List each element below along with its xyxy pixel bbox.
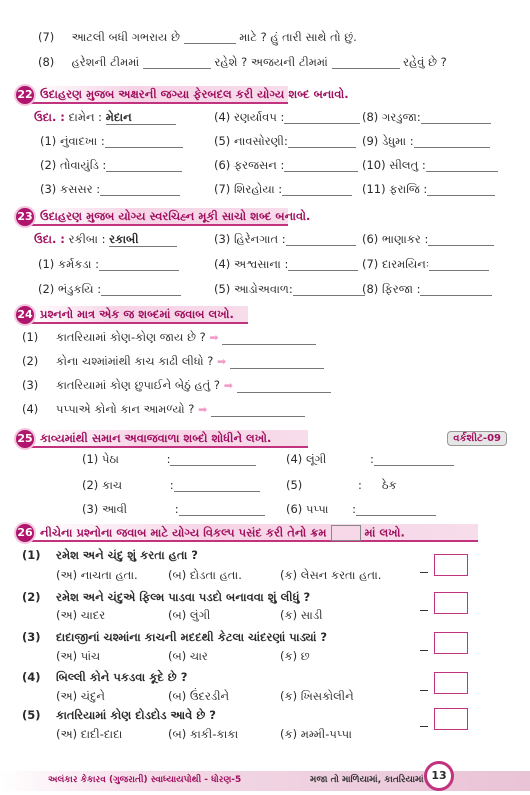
question-8 <box>38 55 447 69</box>
rhyme-item: (2) કાચ : <box>82 478 260 492</box>
answer-box-sample <box>331 525 361 541</box>
section-22-header <box>14 84 434 110</box>
answer-blank[interactable] <box>106 171 182 172</box>
answer-box[interactable] <box>434 554 468 576</box>
answer-box[interactable] <box>434 708 468 730</box>
arrow-icon: ➡ <box>217 355 227 368</box>
answer-blank[interactable] <box>426 171 498 172</box>
answer-blank[interactable] <box>143 68 211 69</box>
option-c[interactable]: (ક) છ <box>280 649 310 663</box>
section-25-header <box>14 428 519 454</box>
short-answer-item: (1) કાતરિયામાં કોણ-કોણ જાય છે ? ➡ <box>22 330 316 345</box>
answer-dash <box>420 690 428 691</box>
option-c[interactable]: (ક) સાડી <box>280 608 323 622</box>
answer-box[interactable] <box>434 632 468 654</box>
option-c[interactable]: (ક) લેસન કરતા હતા. <box>280 568 382 582</box>
section-title: કાવ્યમાંથી સમાન અવાજવાળા શબ્દો શોધીને લખો. <box>40 431 272 445</box>
option-a[interactable]: (અ) ચંદુને <box>56 689 105 703</box>
short-answer-item: (2) કોના ચશ્માંમાંથી કાચ કાઢી લીધો ? ➡ <box>22 354 324 369</box>
question-number: (7) <box>38 30 55 44</box>
rhyme-item: (5) : ઠેક <box>286 478 397 492</box>
word-item: (5) નાવસોરણી: <box>214 134 356 148</box>
answer-box[interactable] <box>434 672 468 694</box>
section-26-header <box>14 522 519 548</box>
section-number-badge: 23 <box>14 206 36 228</box>
option-a[interactable]: (અ) નાચતા હતા. <box>56 568 138 582</box>
option-a[interactable]: (અ) પાંચ <box>56 649 101 663</box>
word-item: (2) ભંડુકયિ : <box>38 282 181 296</box>
answer-blank[interactable] <box>284 123 360 124</box>
option-a[interactable]: (અ) ચાદર <box>56 608 106 622</box>
option-a[interactable]: (અ) દાદી-દાદા <box>56 727 123 741</box>
answer-blank[interactable] <box>105 147 183 148</box>
section-24-header <box>14 304 434 330</box>
example-answer: રકાબી <box>109 232 177 247</box>
answer-blank[interactable] <box>282 195 352 196</box>
mcq-options <box>56 608 322 622</box>
answer-blank[interactable] <box>284 171 358 172</box>
answer-dash <box>420 650 428 651</box>
short-answer-item: (3) કાતરિયામાં કોણ છુપાઈને બેઠું હતું ? ➡ <box>22 378 331 393</box>
word-item: (1) નુંવાદખા : <box>40 134 183 148</box>
answer-blank[interactable] <box>286 245 356 246</box>
rhyme-item: (3) આવી : <box>82 502 265 516</box>
answer-blank[interactable] <box>427 195 495 196</box>
section-title: પ્રશ્નનો માત્ર એક જ શબ્દમાં જવાબ લખો. <box>40 307 234 321</box>
mcq-options <box>56 649 310 663</box>
answer-dash <box>420 610 428 611</box>
answer-dash <box>420 572 428 573</box>
answer-blank[interactable] <box>374 465 454 466</box>
rhyme-item: (1) પેઠા : <box>82 452 256 466</box>
arrow-icon: ➡ <box>198 403 208 416</box>
mcq-question: (4) બિલ્લી કોને પકડવા કૂદે છે ? <box>22 670 188 684</box>
mcq-question: (1) રમેશ અને ચંદુ શું કરતા હતા ? <box>22 548 198 562</box>
example-row: ઉદા. : રકીબા : રકાબી <box>34 232 177 247</box>
question-text: રહેશે ? અજયની ટીમમાં <box>214 55 328 69</box>
word-item: (11) ફરાજિ : <box>362 182 495 196</box>
section-number-badge: 24 <box>14 304 36 326</box>
answer-blank[interactable] <box>420 295 492 296</box>
book-title: અલંકાર કેકારવ (ગુજરાતી) સ્વાધ્યાયપોથી - ધોરણ-5 <box>48 775 242 785</box>
answer-blank[interactable] <box>101 295 181 296</box>
section-title: નીચેના પ્રશ્નોના જવાબ માટે યોગ્ય વિકલ્પ પસંદ કરી તેનો ક્રમ માં લખો. <box>40 525 405 540</box>
answer-blank[interactable] <box>222 344 316 345</box>
question-7 <box>38 30 357 44</box>
answer-blank[interactable] <box>211 416 305 417</box>
rhyme-item: (4) લૂંગી : <box>286 452 454 466</box>
word-item: (6) ફરજસન : <box>214 158 358 172</box>
option-c[interactable]: (ક) ખિસકોલીને <box>280 689 354 703</box>
mcq-options <box>56 689 354 703</box>
example-label: ઉદા. : <box>34 110 65 124</box>
option-b[interactable]: (બ) ઉંદરડીને <box>168 689 230 703</box>
word-item: (2) તોવાયુંડિ : <box>40 158 182 172</box>
word-item: (3) કસસર : <box>40 182 180 196</box>
mcq-question: (3) દાદાજીનાં ચશ્માંના કાચની મદદથી કેટલા ચાંદરણાં પાડ્યાં ? <box>22 630 328 644</box>
answer-blank[interactable] <box>100 195 180 196</box>
question-text: માટે ? હું તારી સાથે તો છું. <box>239 30 357 44</box>
answer-dash <box>420 726 428 727</box>
word-item: (8) ગરડુજા: <box>362 110 491 124</box>
word-item: (8) ફિરજા : <box>362 282 492 296</box>
answer-blank[interactable] <box>429 270 489 271</box>
word-item: (7) શિરહોયા : <box>214 182 352 196</box>
arrow-icon: ➡ <box>209 331 219 344</box>
mcq-options <box>56 727 352 741</box>
example-word: રકીબા <box>68 232 98 246</box>
example-label: ઉદા. : <box>34 232 65 246</box>
page-number: 13 <box>424 761 454 791</box>
page-footer <box>0 757 530 795</box>
answer-blank[interactable] <box>421 123 491 124</box>
option-b[interactable]: (બ) લુંગી <box>168 608 211 622</box>
word-item: (4) રણર્યાવપ : <box>214 110 360 124</box>
section-title: ઉદાહરણ મુજબ યોગ્ય સ્વરચિહ્ન મૂકી સાચો શબ્દ બનાવો. <box>40 209 311 223</box>
option-c[interactable]: (ક) મમ્મી-પપ્પા <box>280 727 352 741</box>
answer-blank[interactable] <box>356 515 436 516</box>
answer-blank[interactable] <box>414 147 490 148</box>
answer-blank[interactable] <box>170 465 256 466</box>
example-row: ઉદા. : દામેન : મેદાન <box>34 110 176 125</box>
section-number-badge: 22 <box>14 84 36 106</box>
word-item: (6) ભાણાકર : <box>362 232 494 246</box>
word-item: (10) સીલતુ : <box>362 158 498 172</box>
rhyme-item: (6) પપ્પા : <box>286 502 436 516</box>
section-23-header <box>14 206 434 232</box>
option-b[interactable]: (બ) દોડતા હતા. <box>168 568 242 582</box>
mcq-question: (2) રમેશ અને ચંદુએ ફિલ્મ પાડવા પડદો બનાવવા શું લીધું ? <box>22 590 311 604</box>
example-answer: મેદાન <box>106 110 176 125</box>
word-item: (5) આડોઅવાળ: <box>214 282 365 296</box>
answer-blank[interactable] <box>293 295 365 296</box>
section-number-badge: 26 <box>14 522 36 544</box>
arrow-icon: ➡ <box>223 379 233 392</box>
option-b[interactable]: (બ) કાકી-કાકા <box>168 727 239 741</box>
section-title: ઉદાહરણ મુજબ અક્ષરની જગ્યા ફેરબદલ કરી યોગ્ય શબ્દ બનાવો. <box>40 87 349 101</box>
worksheet-badge: વર્કશીટ-09 <box>447 431 507 446</box>
answer-blank[interactable] <box>332 68 400 69</box>
section-number-badge: 25 <box>14 428 36 450</box>
word-item: (3) હિરેનગાત : <box>214 232 356 246</box>
short-answer-item: (4) પપ્પાએ કોનો કાન આમળ્યો ? ➡ <box>22 402 305 417</box>
mcq-options <box>56 568 381 582</box>
word-item: (7) દારમયિનઃ <box>362 257 489 271</box>
answer-blank[interactable] <box>179 515 265 516</box>
word-item: (1) કર્મકડા : <box>38 257 179 271</box>
question-text: રહેવું છે ? <box>403 55 447 69</box>
question-text: આટલી બધી ગભરાય છે <box>71 30 180 44</box>
answer-blank[interactable] <box>184 43 236 44</box>
answer-blank[interactable] <box>288 147 356 148</box>
answer-blank[interactable] <box>428 245 494 246</box>
word-item: (4) અશ્વસાના : <box>214 257 358 271</box>
answer-blank[interactable] <box>288 270 358 271</box>
answer-blank[interactable] <box>99 270 179 271</box>
question-text: હરેશની ટીમમાં <box>71 55 140 69</box>
example-word: દામેન <box>68 110 95 124</box>
word-item: (9) ડેધુમા : <box>362 134 490 148</box>
option-b[interactable]: (બ) ચાર <box>168 649 208 663</box>
answer-blank[interactable] <box>237 392 331 393</box>
answer-blank[interactable] <box>174 491 260 492</box>
answer-blank[interactable] <box>230 368 324 369</box>
chapter-title: મજા તો માળિયામાં, કાતરિયામાં <box>310 775 424 785</box>
question-number: (8) <box>38 55 55 69</box>
mcq-question: (5) કાતરિયામાં કોણ દોડદોડ આવે છે ? <box>22 708 216 722</box>
answer-box[interactable] <box>434 592 468 614</box>
